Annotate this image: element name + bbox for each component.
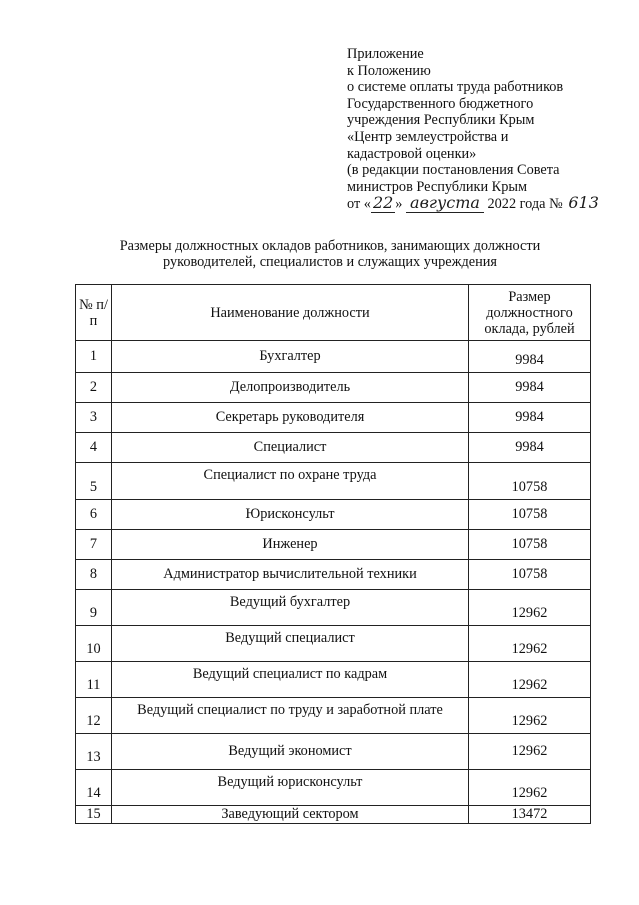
row-salary: 10758 <box>469 530 591 560</box>
appendix-line: «Центр землеустройства и <box>347 128 509 145</box>
row-name: Ведущий бухгалтер <box>112 590 469 626</box>
row-name: Ведущий специалист <box>112 626 469 662</box>
handwritten-order-number: 613 <box>568 193 599 213</box>
table-row <box>76 806 591 824</box>
row-salary: 9984 <box>469 433 591 463</box>
salary-table <box>75 284 591 824</box>
row-num: 6 <box>76 500 112 530</box>
table-row <box>76 662 591 698</box>
row-name: Ведущий экономист <box>112 734 469 770</box>
row-name: Бухгалтер <box>112 341 469 373</box>
table-row <box>76 590 591 626</box>
row-num: 12 <box>76 698 112 734</box>
row-name: Специалист по охране труда <box>112 463 469 500</box>
table-row <box>76 530 591 560</box>
row-num: 9 <box>76 590 112 626</box>
row-num: 2 <box>76 373 112 403</box>
appendix-line: о системе оплаты труда работников <box>347 79 564 96</box>
table-row <box>76 626 591 662</box>
row-num: 15 <box>76 806 112 824</box>
appendix-line: учреждения Республики Крым <box>347 112 535 129</box>
row-name: Специалист <box>112 433 469 463</box>
header-num: № п/п <box>76 285 112 341</box>
row-name: Ведущий специалист по кадрам <box>112 662 469 698</box>
row-salary: 9984 <box>469 373 591 403</box>
row-num: 1 <box>76 341 112 373</box>
table-row <box>76 433 591 463</box>
row-salary: 12962 <box>469 590 591 626</box>
row-num: 3 <box>76 403 112 433</box>
row-salary: 9984 <box>469 403 591 433</box>
row-salary: 12962 <box>469 698 591 734</box>
row-num: 7 <box>76 530 112 560</box>
row-num: 4 <box>76 433 112 463</box>
table-header-row <box>76 285 591 341</box>
order-year: 2022 года № <box>487 196 563 213</box>
appendix-line: (в редакции постановления Совета <box>347 162 560 179</box>
row-name: Инженер <box>112 530 469 560</box>
row-num: 10 <box>76 626 112 662</box>
order-prefix: от « <box>347 196 371 213</box>
header-name: Наименование должности <box>112 285 469 341</box>
row-name: Ведущий юрисконсульт <box>112 770 469 806</box>
row-name: Администратор вычислительной техники <box>112 560 469 590</box>
row-name: Делопроизводитель <box>112 373 469 403</box>
row-num: 11 <box>76 662 112 698</box>
table-row <box>76 341 591 373</box>
title-line: Размеры должностных окладов работников, занимающих должности <box>119 238 541 254</box>
appendix-line: министров Республики Крым <box>347 178 528 195</box>
row-salary: 12962 <box>469 770 591 806</box>
table-row <box>76 734 591 770</box>
appendix-line: Государственного бюджетного <box>347 95 534 112</box>
row-num: 13 <box>76 734 112 770</box>
row-salary: 9984 <box>469 341 591 373</box>
row-salary: 12962 <box>469 626 591 662</box>
title-line: руководителей, специалистов и служащих учреждения <box>163 254 497 270</box>
row-salary: 10758 <box>469 500 591 530</box>
table-row <box>76 403 591 433</box>
table-row <box>76 500 591 530</box>
row-salary: 10758 <box>469 463 591 500</box>
row-name: Юрисконсульт <box>112 500 469 530</box>
table-row <box>76 770 591 806</box>
appendix-line: кадастровой оценки» <box>347 145 477 162</box>
order-quote-close: » <box>395 196 403 213</box>
handwritten-month: августа <box>406 193 484 213</box>
row-name: Ведущий специалист по труду и заработной плате <box>112 698 469 734</box>
row-salary: 13472 <box>469 806 591 824</box>
table-row <box>76 463 591 500</box>
row-salary: 12962 <box>469 734 591 770</box>
appendix-line: Приложение <box>347 46 424 62</box>
table-row <box>76 560 591 590</box>
handwritten-day: 22 <box>372 193 394 213</box>
row-name: Секретарь руководителя <box>112 403 469 433</box>
row-salary: 10758 <box>469 560 591 590</box>
row-salary: 12962 <box>469 662 591 698</box>
row-name: Заведующий сектором <box>112 806 469 824</box>
row-num: 8 <box>76 560 112 590</box>
table-row <box>76 698 591 734</box>
header-salary: Размер должностного оклада, рублей <box>469 285 591 341</box>
appendix-header <box>347 46 632 213</box>
appendix-line: к Положению <box>347 62 431 79</box>
order-date-line <box>347 195 632 213</box>
row-num: 5 <box>76 463 112 500</box>
table-row <box>76 373 591 403</box>
row-num: 14 <box>76 770 112 806</box>
document-title <box>80 238 580 270</box>
